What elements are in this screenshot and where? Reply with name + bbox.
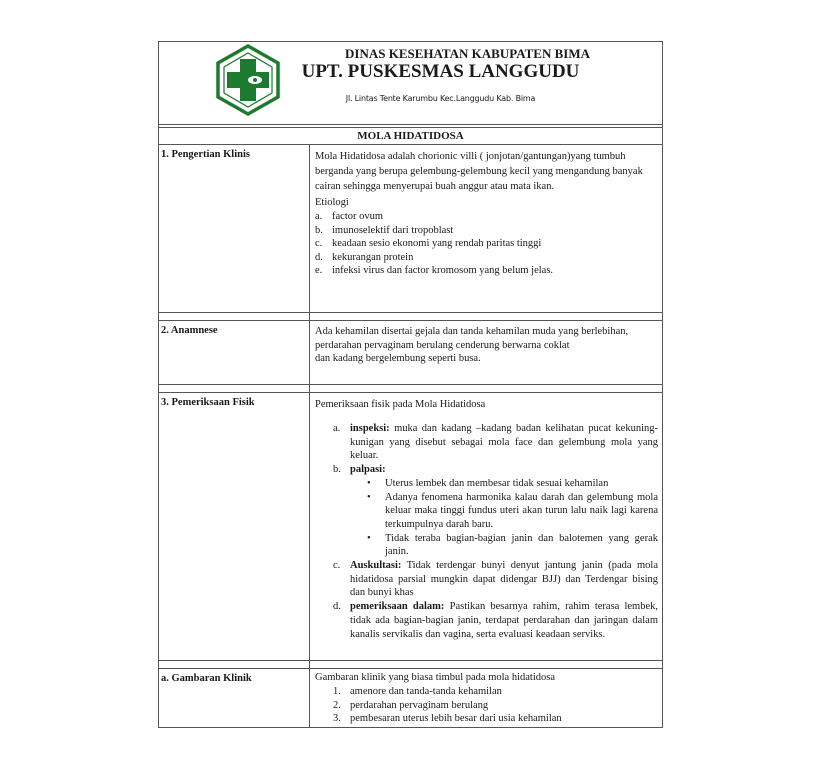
content-table — [159, 145, 662, 727]
document — [158, 41, 663, 728]
etiologi-list — [315, 210, 658, 278]
bullet-item: • Tidak teraba bagian-bagian janin dan balotemen yang gerak janin. — [385, 532, 658, 559]
facility-name: UPT. PUSKESMAS LANGGUDU — [301, 61, 580, 82]
list-item: 2. perdarahan pervaginam berulang — [333, 699, 489, 711]
list-item: d. pemeriksaan dalam: Pastikan besarnya rahim, rahim terasa lembek, tidak ada bagian-bagian janin, terdapat perdarahan dan jaringan dalam kanalis servikalis dan vagina, serta evaluasi keadaan serviks. — [333, 601, 659, 640]
section-content — [310, 321, 663, 385]
section-content — [310, 393, 663, 661]
spacer-row — [159, 385, 662, 393]
bullet-item: • Adanya fenomena harmonika kalau darah dan gelembung mola keluar maka tinggi fundus uteri akan turun lalu naik lagi karena terkumpulnya darah baru. — [385, 491, 658, 532]
doc-title: MOLA HIDATIDOSA — [159, 128, 662, 145]
definition-text: Mola Hidatidosa adalah chorionic villi ( jonjotan/gantungan)yang tumbuh berganda yang berupa gelembung-gelembung kecil yang mengandung banyak cairan sehingga menyerupai buah anggur atau mata ikan. — [315, 151, 643, 192]
spacer-row — [159, 313, 662, 321]
bullet-item: • Uterus lembek dan membesar tidak sesuai kehamilan — [385, 477, 658, 491]
exam-list — [315, 422, 658, 641]
section-row — [159, 393, 662, 661]
clinical-intro: Gambaran klinik yang biasa timbul pada mola hidatidosa — [315, 672, 555, 683]
section-label: 2. Anamnese — [159, 321, 310, 385]
list-item: a. factor ovum — [315, 211, 384, 222]
anamnese-text-2: dan kadang bergelembung seperti busa. — [315, 353, 481, 364]
clinical-list — [315, 685, 658, 726]
address: Jl. Lintas Tente Karumbu Kec.Langgudu Kab. Bima — [345, 94, 536, 103]
letterhead — [159, 42, 662, 125]
list-item: e. infeksi virus dan factor kromosom yang belum jelas. — [315, 265, 554, 277]
list-item: a. inspeksi: muka dan kadang –kadang badan kelihatan pucat kekuning-kunigan yang disebut sebagai mola face dan gelembung mola yang keluar. — [333, 423, 658, 462]
list-item: b. palpasi: • Uterus lembek dan membesar tidak sesuai kehamilan • Adanya fenomena harmonika kalau darah dan gelembung mola keluar maka tinggi fundus uteri akan turun lalu naik lagi karena terkumpulnya darah baru. • Tidak teraba bagian-bagian janin dan balotemen yang gerak janin. — [350, 463, 658, 559]
exam-intro: Pemeriksaan fisik pada Mola Hidatidosa — [315, 399, 486, 410]
list-item: b. imunoselektif dari tropoblast — [315, 224, 454, 236]
list-item: 3. pembesaran uterus lebih besar dari usia kehamilan — [333, 713, 562, 725]
list-item: c. keadaan sesio ekonomi yang rendah paritas tinggi — [315, 238, 542, 250]
section-content — [310, 669, 663, 728]
section-label: 3. Pemeriksaan Fisik — [159, 393, 310, 661]
etiologi-title: Etiologi — [315, 197, 349, 208]
list-item: 1. amenore dan tanda-tanda kehamilan — [333, 686, 502, 697]
section-label: 1. Pengertian Klinis — [159, 145, 310, 313]
section-row — [159, 321, 662, 385]
list-item: c. Auskultasi: Tidak terdengar bunyi denyut jantung janin (pada mola hidatidosa parsial mungkin dapat didengar BJJ) dan Terdengar bising dan bunyi khas — [333, 560, 658, 599]
spacer-row — [159, 661, 662, 669]
agency-name: DINAS KESEHATAN KABUPATEN BIMA — [345, 46, 590, 61]
section-content — [310, 145, 663, 313]
anamnese-text: Ada kehamilan disertai gejala dan tanda kehamilan muda yang berlebihan, perdarahan pervaginam berulang cenderung berwarna coklat — [315, 326, 629, 351]
palpasi-bullets — [350, 477, 658, 559]
section-row — [159, 145, 662, 313]
list-item: d. kekurangan protein — [315, 251, 414, 263]
section-label: a. Gambaran Klinik — [159, 669, 310, 728]
section-row — [159, 669, 662, 728]
